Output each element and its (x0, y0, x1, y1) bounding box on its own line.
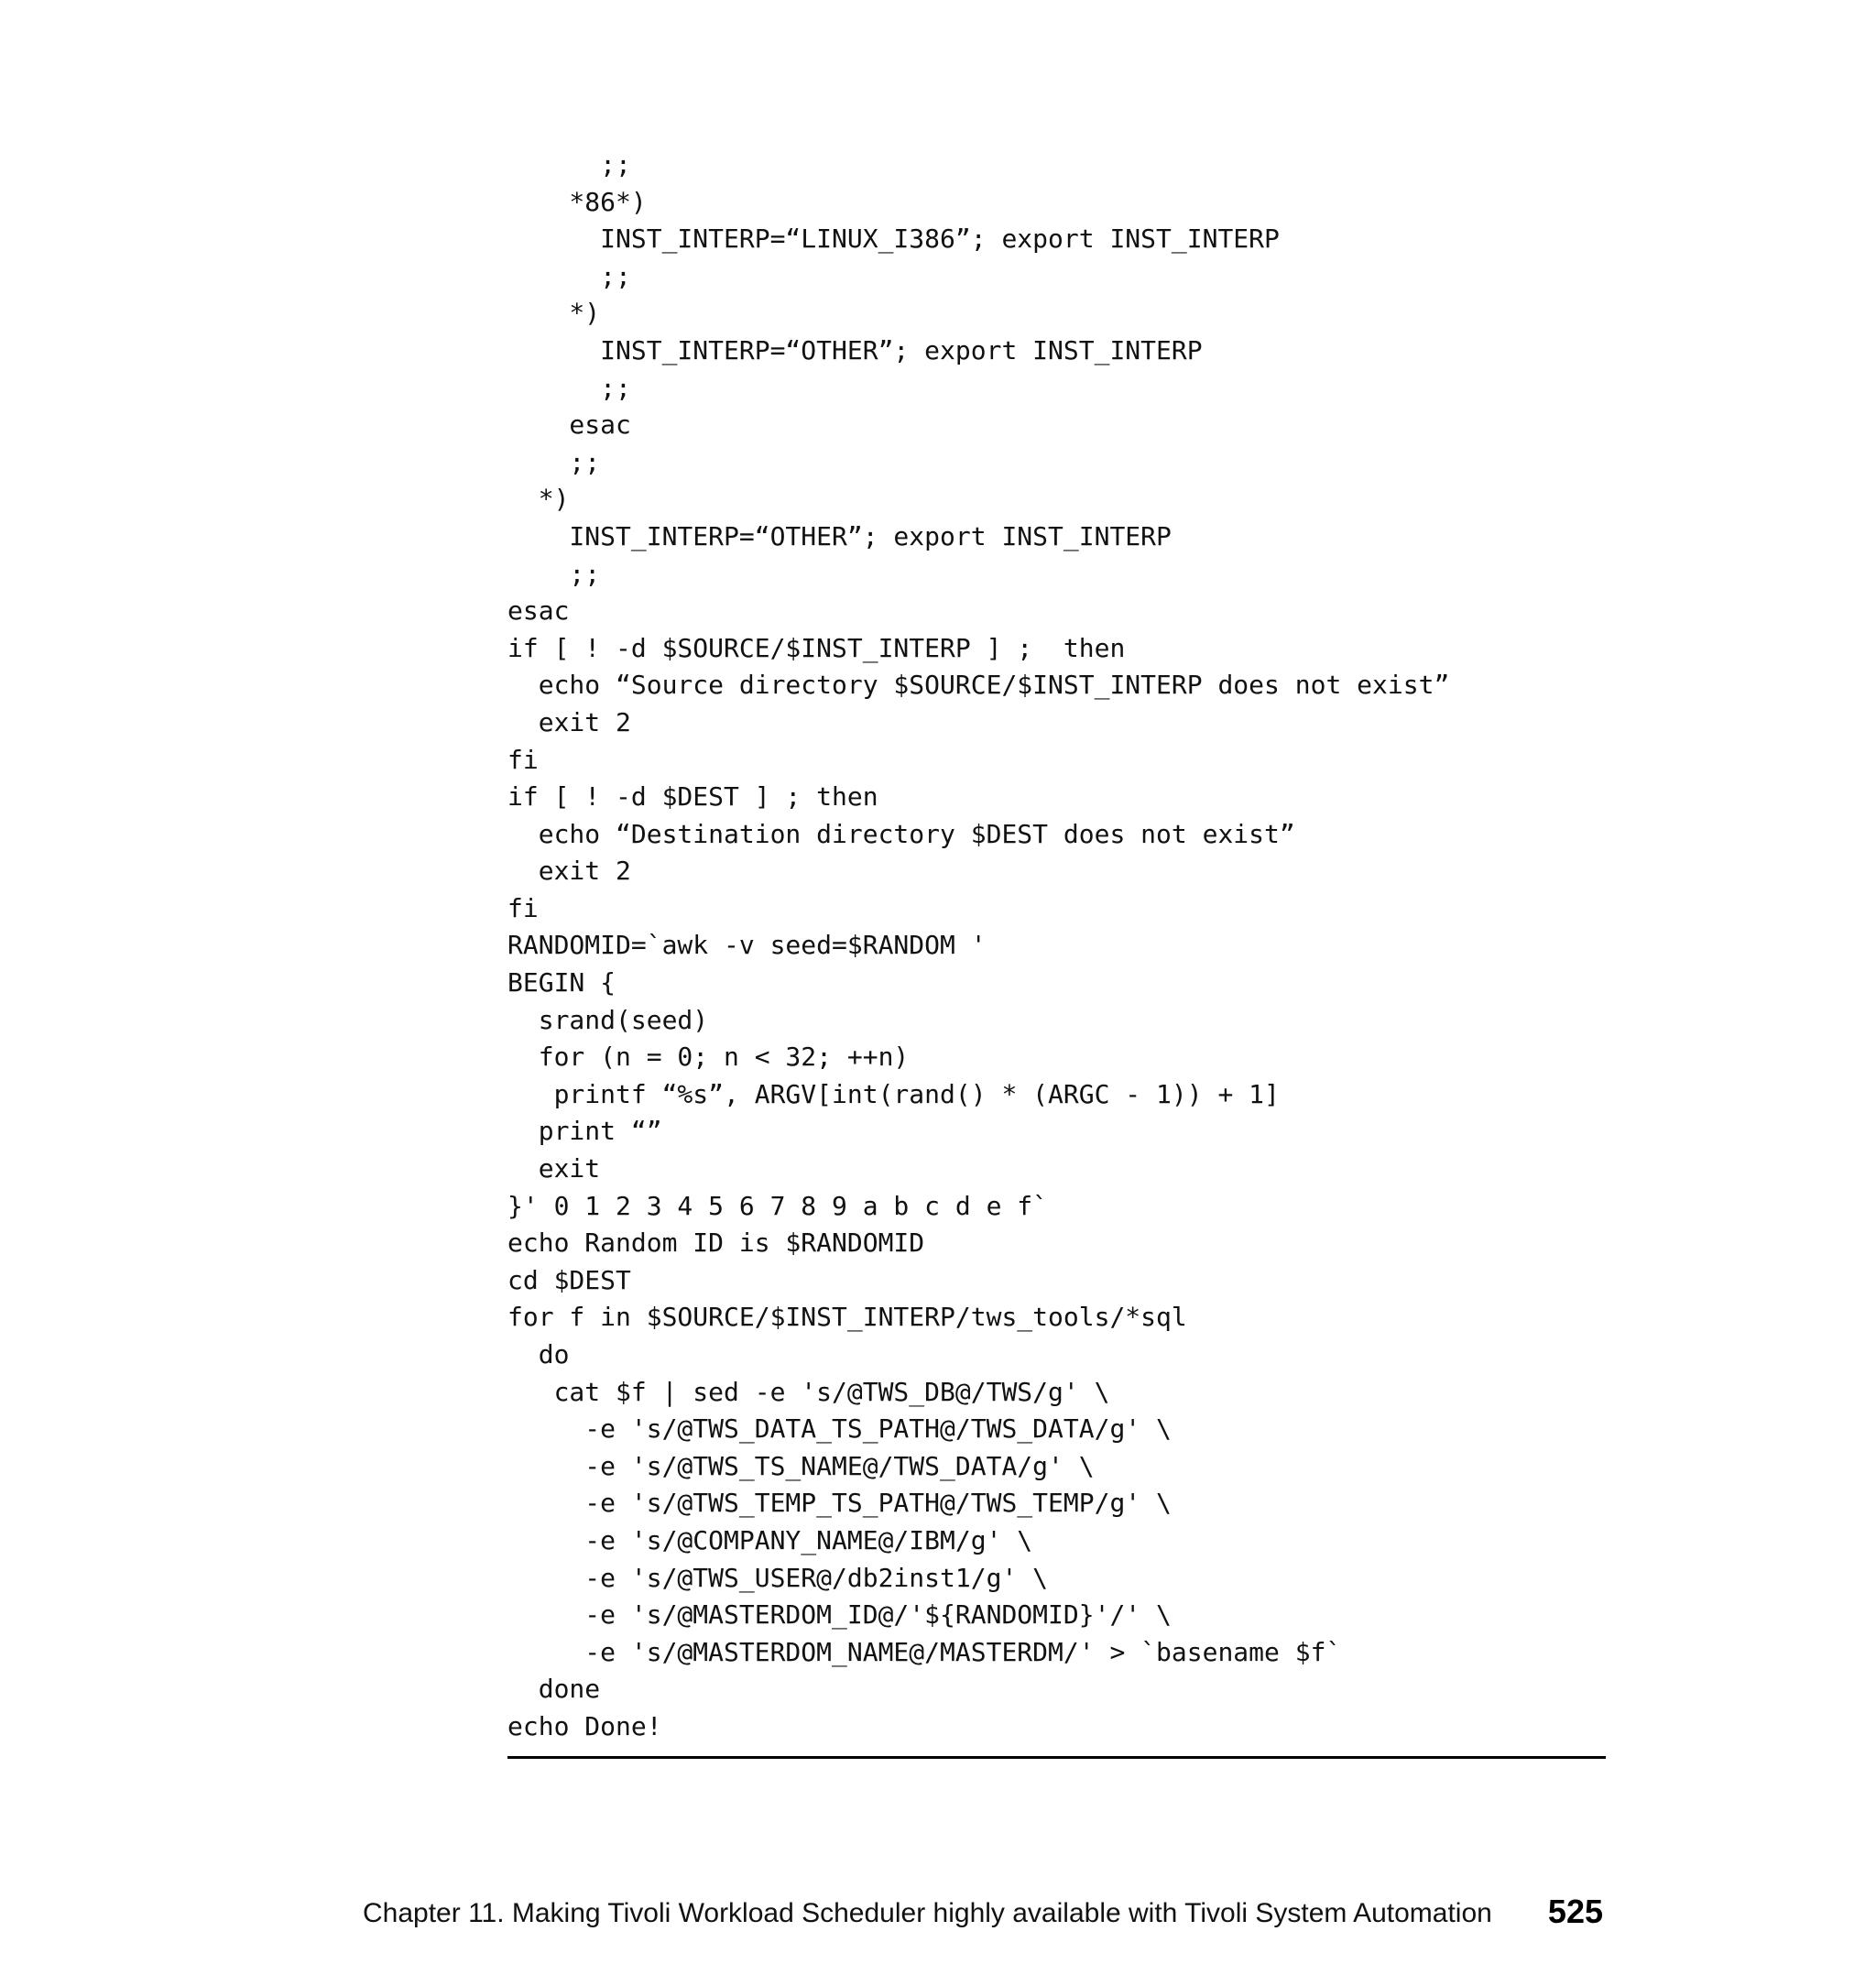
code-line: echo Done! (507, 1710, 662, 1741)
code-line: ;; (507, 558, 601, 589)
page-number: 525 (1547, 1893, 1603, 1930)
code-line: if [ ! -d $SOURCE/$INST_INTERP ] ; then (507, 632, 1126, 663)
code-line: -e 's/@TWS_DATA_TS_PATH@/TWS_DATA/g' \ (507, 1413, 1172, 1445)
code-line: esac (507, 595, 570, 627)
code-line: echo Random ID is $RANDOMID (507, 1228, 925, 1259)
code-line: ;; (507, 372, 631, 403)
section-end-rule (507, 1756, 1606, 1759)
code-line: for (n = 0; n < 32; ++n) (507, 1042, 910, 1073)
code-line: fi (507, 892, 539, 923)
code-line: esac (507, 409, 631, 441)
code-line: do (507, 1339, 570, 1369)
code-line: -e 's/@MASTERDOM_NAME@/MASTERDM/' > `basename $f` (507, 1636, 1342, 1667)
code-line: -e 's/@TWS_TS_NAME@/TWS_DATA/g' \ (507, 1450, 1095, 1481)
code-line: fi (507, 744, 539, 775)
code-line: done (507, 1674, 601, 1705)
code-line: INST_INTERP=“OTHER”; export INST_INTERP (507, 520, 1172, 551)
code-line: ;; (507, 446, 601, 477)
code-line: exit 2 (507, 706, 631, 737)
code-line: INST_INTERP=“LINUX_I386”; export INST_INTERP (507, 224, 1280, 255)
code-line: ;; (507, 149, 631, 180)
code-line: *86*) (507, 186, 647, 217)
chapter-title: Chapter 11. Making Tivoli Workload Scheduler highly available with Tivoli System Automation (363, 1898, 1492, 1928)
code-listing (507, 147, 1449, 1746)
code-line: -e 's/@TWS_USER@/db2inst1/g' \ (507, 1562, 1049, 1593)
code-line: ;; (507, 260, 631, 291)
code-line: INST_INTERP=“OTHER”; export INST_INTERP (507, 334, 1203, 366)
code-line: cat $f | sed -e 's/@TWS_DB@/TWS/g' \ (507, 1376, 1110, 1407)
code-line: print “” (507, 1116, 662, 1147)
code-line: if [ ! -d $DEST ] ; then (507, 781, 878, 813)
code-line: BEGIN { (507, 967, 616, 998)
code-line: srand(seed) (507, 1004, 709, 1035)
code-line: echo “Source directory $SOURCE/$INST_INTERP does not exist” (507, 670, 1450, 701)
code-line: exit (507, 1153, 601, 1184)
code-line: *) (507, 484, 570, 515)
code-line: exit 2 (507, 856, 631, 887)
code-line: for f in $SOURCE/$INST_INTERP/tws_tools/*sql (507, 1302, 1187, 1333)
code-line: -e 's/@MASTERDOM_ID@/'${RANDOMID}'/' \ (507, 1599, 1172, 1631)
code-line: printf “%s”, ARGV[int(rand() * (ARGC - 1)) + 1] (507, 1078, 1280, 1109)
code-line: -e 's/@COMPANY_NAME@/IBM/g' \ (507, 1524, 1033, 1555)
code-line: *) (507, 298, 601, 329)
code-line: }' 0 1 2 3 4 5 6 7 8 9 a b c d e f` (507, 1190, 1049, 1221)
code-line: echo “Destination directory $DEST does not exist” (507, 818, 1295, 849)
page-footer (363, 1893, 1610, 1938)
code-line: -e 's/@TWS_TEMP_TS_PATH@/TWS_TEMP/g' \ (507, 1488, 1172, 1519)
code-line: cd $DEST (507, 1264, 631, 1295)
code-line: RANDOMID=`awk -v seed=$RANDOM ' (507, 930, 987, 961)
